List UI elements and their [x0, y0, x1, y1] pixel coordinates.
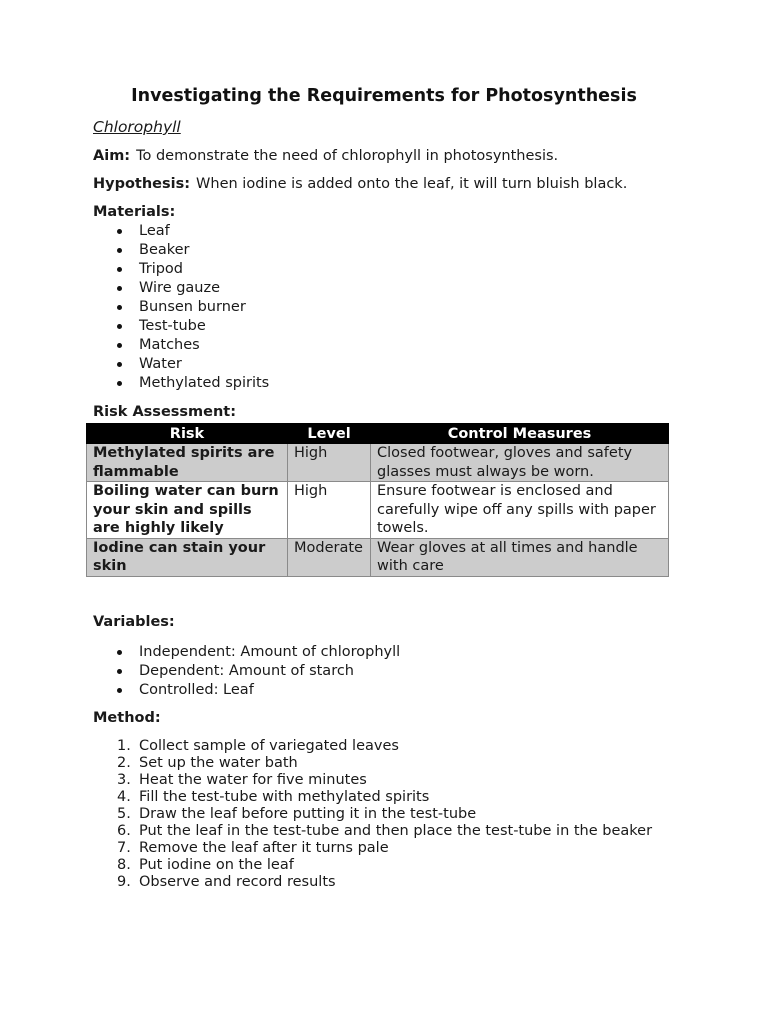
list-item: 1. Collect sample of variegated leaves	[117, 738, 399, 754]
list-item: 5. Draw the leaf before putting it in the test-tube	[117, 806, 477, 822]
list-item: 7. Remove the leaf after it turns pale	[117, 840, 389, 856]
column-header-risk: Risk	[87, 424, 288, 444]
control-cell: Ensure footwear is enclosed and carefully wipe off any spills with paper towels.	[371, 482, 669, 539]
list-item: 4. Fill the test-tube with methylated spirits	[117, 789, 430, 805]
list-item: Beaker	[93, 241, 269, 260]
variables-list	[93, 643, 400, 700]
list-item: Independent: Amount of chlorophyll	[93, 643, 400, 662]
aim-line	[93, 148, 558, 164]
list-item: Water	[93, 355, 269, 374]
risk-cell: Iodine can stain your skin	[87, 538, 288, 576]
document-title: Investigating the Requirements for Photosynthesis	[131, 86, 637, 106]
hypothesis-line	[93, 176, 627, 192]
hypothesis-label: Hypothesis:	[93, 176, 191, 192]
column-header-control-measures: Control Measures	[371, 424, 669, 444]
aim-text: To demonstrate the need of chlorophyll in photosynthesis.	[136, 148, 559, 164]
list-item: 6. Put the leaf in the test-tube and then place the test-tube in the beaker	[117, 823, 653, 839]
level-cell: High	[288, 482, 371, 539]
column-header-level: Level	[288, 424, 371, 444]
aim-label: Aim:	[93, 148, 131, 164]
table-row	[87, 538, 669, 576]
list-item: Wire gauze	[93, 279, 269, 298]
variables-heading: Variables:	[93, 614, 175, 630]
list-item: Dependent: Amount of starch	[93, 662, 400, 681]
risk-assessment-table	[86, 423, 669, 577]
risk-cell: Boiling water can burn your skin and spills are highly likely	[87, 482, 288, 539]
list-item: 8. Put iodine on the leaf	[117, 857, 294, 873]
level-cell: Moderate	[288, 538, 371, 576]
table-header-row	[87, 424, 669, 444]
list-item: Matches	[93, 336, 269, 355]
level-cell: High	[288, 444, 371, 482]
materials-heading: Materials:	[93, 204, 176, 220]
method-list	[93, 738, 653, 891]
section-subtitle: Chlorophyll	[93, 118, 181, 136]
list-item: 9. Observe and record results	[117, 874, 336, 890]
list-item: Controlled: Leaf	[93, 681, 400, 700]
list-item: 2. Set up the water bath	[117, 755, 298, 771]
list-item: Test-tube	[93, 317, 269, 336]
table-row	[87, 444, 669, 482]
list-item: Tripod	[93, 260, 269, 279]
list-item: Leaf	[93, 222, 269, 241]
materials-list	[93, 222, 269, 393]
list-item: Methylated spirits	[93, 374, 269, 393]
control-cell: Wear gloves at all times and handle with care	[371, 538, 669, 576]
control-cell: Closed footwear, gloves and safety glasses must always be worn.	[371, 444, 669, 482]
risk-assessment-heading: Risk Assessment:	[93, 404, 237, 420]
list-item: Bunsen burner	[93, 298, 269, 317]
hypothesis-text: When iodine is added onto the leaf, it will turn bluish black.	[196, 176, 628, 192]
table-row	[87, 482, 669, 539]
list-item: 3. Heat the water for five minutes	[117, 772, 367, 788]
method-heading: Method:	[93, 710, 161, 726]
risk-cell: Methylated spirits are flammable	[87, 444, 288, 482]
